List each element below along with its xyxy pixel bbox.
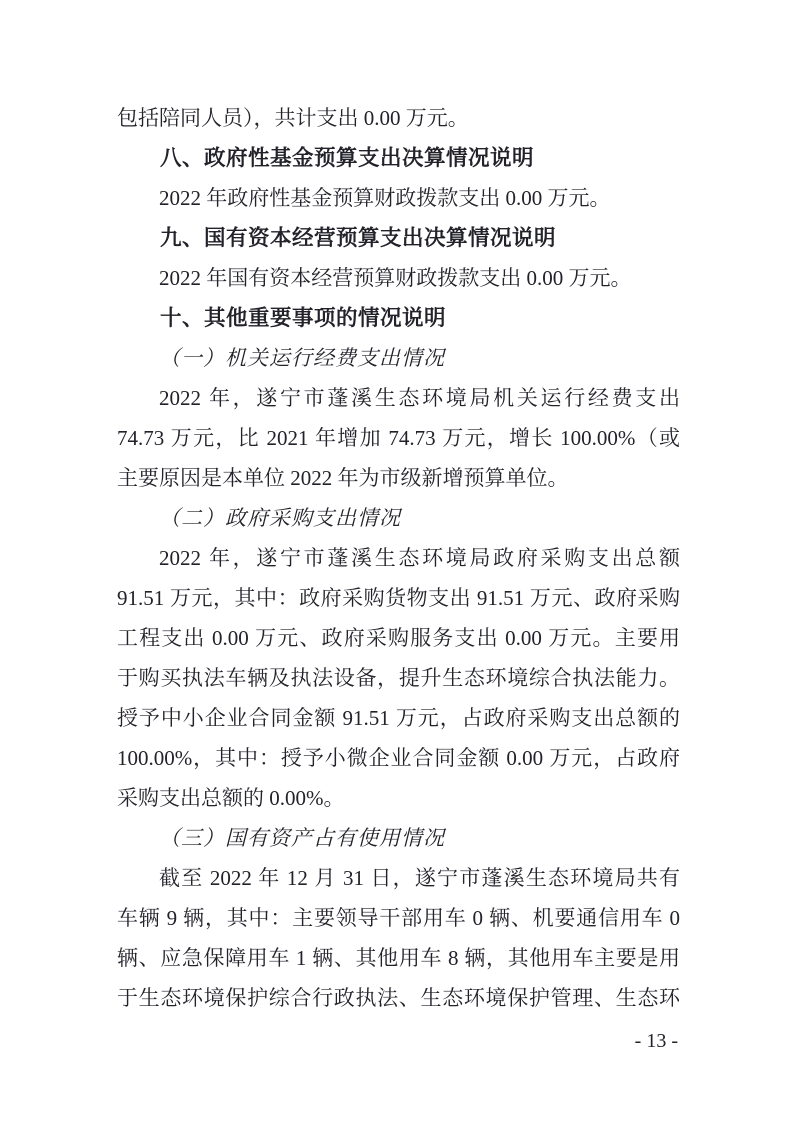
document-body bbox=[117, 98, 680, 1018]
page-number: - 13 - bbox=[634, 1030, 678, 1052]
text-line: 主要原因是本单位 2022 年为市级新增预算单位。 bbox=[117, 466, 569, 490]
text-line: 包括陪同人员），共计支出 0.00 万元。 bbox=[117, 106, 469, 130]
text-line: 2022 年，遂宁市蓬溪生态环境局政府采购支出总额 bbox=[159, 546, 680, 570]
text-line: 91.51 万元，其中：政府采购货物支出 91.51 万元、政府采购 bbox=[117, 586, 680, 610]
text-line: 于购买执法车辆及执法设备，提升生态环境综合执法能力。 bbox=[117, 666, 680, 690]
text-line: 于生态环境保护综合行政执法、生态环境保护管理、生态环 bbox=[117, 986, 680, 1010]
subheading-item-3: （三）国有资产占有使用情况 bbox=[159, 826, 445, 850]
text-line: 2022 年，遂宁市蓬溪生态环境局机关运行经费支出 bbox=[159, 386, 680, 410]
text-line: 截至 2022 年 12 月 31 日，遂宁市蓬溪生态环境局共有 bbox=[159, 866, 680, 890]
heading-section-8: 八、政府性基金预算支出决算情况说明 bbox=[160, 146, 535, 170]
text-line: 工程支出 0.00 万元、政府采购服务支出 0.00 万元。主要用 bbox=[117, 626, 680, 650]
text-line: 2022 年国有资本经营预算财政拨款支出 0.00 万元。 bbox=[159, 266, 632, 290]
heading-section-9: 九、国有资本经营预算支出决算情况说明 bbox=[160, 226, 557, 250]
text-line: 采购支出总额的 0.00%。 bbox=[117, 786, 345, 810]
subheading-item-1: （一）机关运行经费支出情况 bbox=[159, 346, 445, 370]
subheading-item-2: （二）政府采购支出情况 bbox=[159, 506, 401, 530]
text-line: 100.00%，其中：授予小微企业合同金额 0.00 万元，占政府 bbox=[117, 746, 680, 770]
text-line: 车辆 9 辆，其中：主要领导干部用车 0 辆、机要通信用车 0 bbox=[117, 906, 680, 930]
text-line: 辆、应急保障用车 1 辆、其他用车 8 辆，其他用车主要是用 bbox=[117, 946, 680, 970]
heading-section-10: 十、其他重要事项的情况说明 bbox=[160, 306, 447, 330]
text-line: 2022 年政府性基金预算财政拨款支出 0.00 万元。 bbox=[159, 186, 611, 210]
text-line: 74.73 万元，比 2021 年增加 74.73 万元，增长 100.00%（或 bbox=[117, 426, 680, 450]
text-line: 授予中小企业合同金额 91.51 万元，占政府采购支出总额的 bbox=[117, 706, 680, 730]
